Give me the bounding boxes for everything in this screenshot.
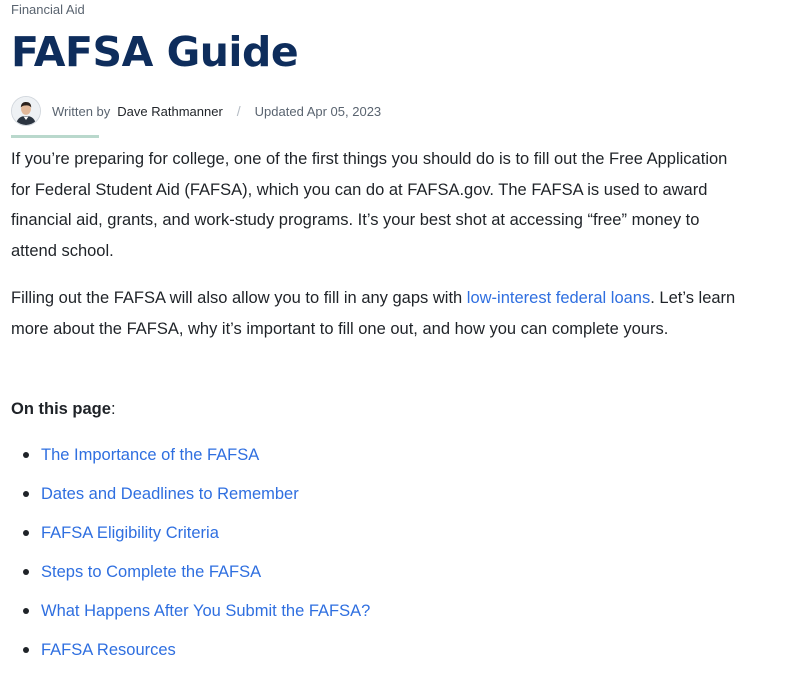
bullet-icon <box>23 608 29 614</box>
toc-link-steps[interactable]: Steps to Complete the FAFSA <box>41 563 262 581</box>
author-name-link[interactable]: Dave Rathmanner <box>117 103 223 119</box>
toc-link-importance[interactable]: The Importance of the FAFSA <box>41 446 260 464</box>
toc-item <box>11 440 370 479</box>
toc-item <box>11 479 370 518</box>
bullet-icon <box>23 569 29 575</box>
intro-paragraph-2 <box>11 283 741 344</box>
low-interest-federal-loans-link[interactable]: low-interest federal loans <box>466 289 651 307</box>
toc-link-dates-deadlines[interactable]: Dates and Deadlines to Remember <box>41 485 299 503</box>
toc-link-after-submit[interactable]: What Happens After You Submit the FAFSA? <box>41 602 371 620</box>
author-photo-icon <box>12 97 40 125</box>
toc-item <box>11 596 370 635</box>
toc-heading-label: On this page <box>11 400 111 418</box>
toc-item <box>11 635 370 674</box>
intro-paragraph-2-text-end: . Let’s learn more about the FAFSA, why it’s important to fill one out, and how you can complete yours. <box>11 289 736 338</box>
intro-paragraph-2-text-start: Filling out the FAFSA will also allow you to fill in any gaps with <box>11 289 467 307</box>
page-title: FAFSA Guide <box>11 28 299 76</box>
toc-heading-colon: : <box>110 400 116 418</box>
toc-list <box>11 440 370 674</box>
bullet-icon <box>23 491 29 497</box>
toc-item <box>11 518 370 557</box>
byline <box>11 95 381 127</box>
toc-link-resources[interactable]: FAFSA Resources <box>41 641 176 659</box>
intro-paragraph-1: If you’re preparing for college, one of the first things you should do is to fill out the Free Application for Federal Student Aid (FAFSA), which you can do at FAFSA.gov. The FAFSA is used to award financial aid, grants, and work-study programs. It’s your best shot at accessing “free” money to attend school. <box>11 150 728 260</box>
toc-link-eligibility[interactable]: FAFSA Eligibility Criteria <box>41 524 219 542</box>
toc-heading <box>11 394 116 424</box>
byline-separator: / <box>236 103 241 119</box>
accent-rule <box>11 135 99 138</box>
written-by-label: Written by <box>52 103 111 119</box>
author-avatar[interactable] <box>11 96 41 126</box>
updated-date: Updated Apr 05, 2023 <box>254 103 382 119</box>
bullet-icon <box>23 530 29 536</box>
breadcrumb-financial-aid[interactable]: Financial Aid <box>11 2 85 17</box>
toc-item <box>11 557 370 596</box>
bullet-icon <box>23 452 29 458</box>
bullet-icon <box>23 647 29 653</box>
